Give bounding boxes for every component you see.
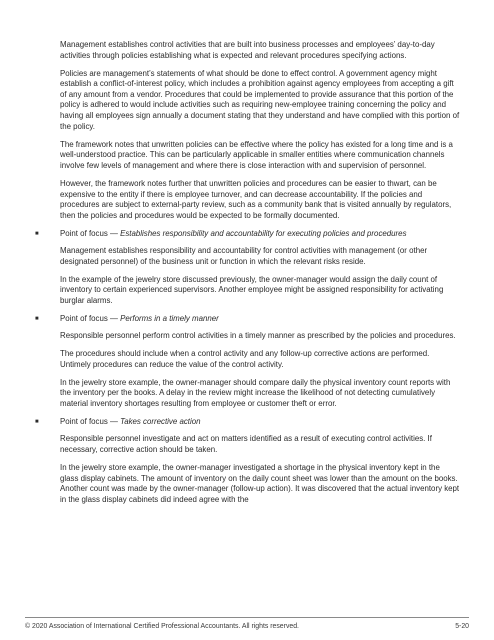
square-bullet-icon: ■ — [35, 230, 39, 237]
paragraph: Responsible personnel investigate and act on matters identified as a result of executing control activities. If necessary, corrective action should be taken. — [60, 434, 432, 454]
point-of-focus-title: Establishes responsibility and accountability for executing policies and procedures — [120, 228, 407, 238]
paragraph: The procedures should include when a control activity and any follow-up corrective actions are performed. Untimely procedures can reduce the value of the control activity. — [60, 349, 430, 369]
point-of-focus-title: Takes corrective action — [120, 417, 201, 427]
paragraph: Management establishes control activities that are built into business processes and employees’ day-to-day activities through policies establishing what is expected and relevant procedures specifying actions. — [60, 40, 435, 60]
point-of-focus-label: Point of focus — — [60, 228, 121, 238]
square-bullet-icon: ■ — [35, 315, 39, 322]
square-bullet-icon: ■ — [35, 419, 39, 426]
point-of-focus-label: Point of focus — — [60, 313, 121, 323]
paragraph: In the example of the jewelry store discussed previously, the owner-manager would assign the daily count of inventory to certain experienced supervisors. Another employee might be assigned responsibility for activating burglar alarms. — [60, 274, 444, 305]
point-of-focus-title: Performs in a timely manner — [120, 313, 219, 323]
body-text — [35, 40, 460, 513]
footer-divider — [25, 617, 469, 618]
paragraph: Policies are management’s statements of what should be done to effect control. A government agency might establish a conflict-of-interest policy, which includes a prohibition against agency employees from accepting a gift of any amount from a vendor. Procedures that could be implemented to provide assurance that this portion of the policy is adhered to would include activities such as requiring new-employee training concerning the policy and having all employees sign annually a document stating that they understand and have complied with this portion of the policy. — [60, 68, 460, 131]
copyright-notice: © 2020 Association of International Certified Professional Accountants. All rights reserved. — [25, 623, 299, 630]
paragraph: In the jewelry store example, the owner-manager should compare daily the physical inventory count reports with the inventory per the books. A delay in the review might increase the likelihood of not detecting cumulatively material inventory shortages resulting from employee or customer theft or error. — [60, 377, 451, 409]
page-number: 5-20 — [455, 623, 469, 630]
paragraph: The framework notes that unwritten policies can be effective where the policy has existed for a long time and is a well-understood practice. This can be particularly applicable in smaller entities where communication channels involve few levels of management and where there is close interaction with and supervision of personnel. — [60, 139, 453, 170]
point-of-focus-heading — [35, 417, 460, 428]
paragraph: In the jewelry store example, the owner-manager investigated a shortage in the physical inventory kept in the glass display cabinets. The amount of inventory on the daily count sheet was lower than the amount on the books. Another count was made by the owner-manager (follow-up action). It was discovered that the actual inventory kept in the glass display cabinets did indeed agree with the — [60, 462, 460, 504]
paragraph: However, the framework notes further that unwritten policies and procedures can be easier to thwart, can be expensive to the entity if there is employee turnover, and can decrease accountability. If the policies and procedures are subject to external-party review, such as a community bank that is visited annually by regulators, then the policies and procedures would be expected to be formally documented. — [60, 179, 452, 220]
paragraph: Management establishes responsibility and accountability for control activities with management (or other designated personnel) of the business unit or function in which the relevant risks reside. — [60, 246, 428, 266]
page-footer — [25, 623, 469, 630]
point-of-focus-heading — [35, 228, 460, 240]
point-of-focus-label: Point of focus — — [60, 417, 121, 427]
point-of-focus-heading — [35, 313, 460, 325]
paragraph: Responsible personnel perform control activities in a timely manner as prescribed by the policies and procedures. — [60, 331, 456, 341]
